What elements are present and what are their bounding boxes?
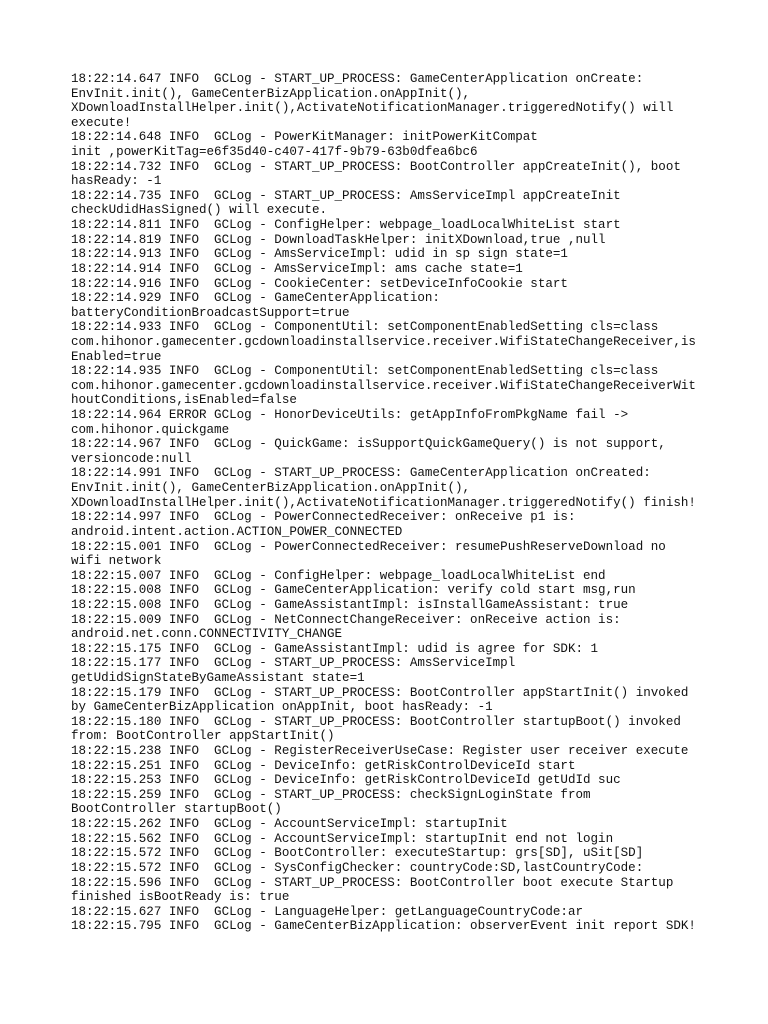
log-line: 18:22:14.964 ERROR GCLog - HonorDeviceUtils: getAppInfoFromPkgName fail -> [71,408,629,423]
log-line: 18:22:15.572 INFO GCLog - BootController: executeStartup: grs[SD], uSit[SD] [71,846,644,861]
log-line: checkUdidHasSigned() will execute. [71,203,327,218]
log-line: 18:22:14.735 INFO GCLog - START_UP_PROCESS: AmsServiceImpl appCreateInit [71,188,621,203]
log-line: 18:22:14.647 INFO GCLog - START_UP_PROCESS: GameCenterApplication onCreate: [71,72,644,86]
log-line: 18:22:15.008 INFO GCLog - GameCenterApplication: verify cold start msg,run [71,583,636,598]
log-line: 18:22:14.914 INFO GCLog - AmsServiceImpl: ams cache state=1 [71,261,523,276]
log-line: android.net.conn.CONNECTIVITY_CHANGE [71,627,343,642]
log-line: 18:22:15.562 INFO GCLog - AccountServiceImpl: startupInit end not login [71,831,614,846]
log-line: com.hihonor.gamecenter.gcdownloadinstallservice.receiver.WifiStateChangeReceiverWit [71,378,696,393]
log-line: execute! [71,115,132,130]
log-line: 18:22:15.238 INFO GCLog - RegisterReceiverUseCase: Register user receiver execute [71,744,689,759]
log-line: 18:22:14.732 INFO GCLog - START_UP_PROCESS: BootController appCreateInit(), boot [71,159,681,174]
log-line: houtConditions,isEnabled=false [71,393,297,408]
log-line: android.intent.action.ACTION_POWER_CONNECTED [71,524,403,539]
log-line: from: BootController appStartInit() [71,729,335,744]
log-line: 18:22:14.935 INFO GCLog - ComponentUtil: setComponentEnabledSetting cls=class [71,364,659,379]
log-line: 18:22:15.009 INFO GCLog - NetConnectChangeReceiver: onReceive action is: [71,612,621,627]
log-line: 18:22:15.175 INFO GCLog - GameAssistantImpl: udid is agree for SDK: 1 [71,641,599,656]
log-line: 18:22:15.259 INFO GCLog - START_UP_PROCESS: checkSignLoginState from [71,787,591,802]
log-line: init ,powerKitTag=e6f35d40-c407-417f-9b79-63b0dfea6bc6 [71,145,478,160]
log-line: 18:22:15.179 INFO GCLog - START_UP_PROCESS: BootController appStartInit() invoked [71,685,689,700]
log-line: XDownloadInstallHelper.init(),ActivateNotificationManager.triggeredNotify() will [71,101,674,116]
log-line: 18:22:15.572 INFO GCLog - SysConfigChecker: countryCode:SD,lastCountryCode: [71,860,644,875]
log-line: XDownloadInstallHelper.init(),ActivateNotificationManager.triggeredNotify() finish! [71,495,696,510]
log-line: 18:22:15.001 INFO GCLog - PowerConnectedReceiver: resumePushReserveDownload no [71,539,666,554]
log-line: 18:22:15.251 INFO GCLog - DeviceInfo: getRiskControlDeviceId start [71,758,576,773]
log-line: by GameCenterBizApplication onAppInit, boot hasReady: -1 [71,700,493,715]
log-line: EnvInit.init(), GameCenterBizApplication.onAppInit(), [71,481,471,496]
log-line: 18:22:14.991 INFO GCLog - START_UP_PROCESS: GameCenterApplication onCreated: [71,466,651,481]
log-line: 18:22:14.913 INFO GCLog - AmsServiceImpl: udid in sp sign state=1 [71,247,568,262]
log-line: 18:22:15.262 INFO GCLog - AccountServiceImpl: startupInit [71,817,508,832]
log-line: 18:22:14.933 INFO GCLog - ComponentUtil: setComponentEnabledSetting cls=class [71,320,659,335]
log-line: versioncode:null [71,451,192,466]
log-line: EnvInit.init(), GameCenterBizApplication.onAppInit(), [71,86,471,101]
log-line: 18:22:15.253 INFO GCLog - DeviceInfo: getRiskControlDeviceId getUdId suc [71,773,621,788]
log-line: 18:22:15.177 INFO GCLog - START_UP_PROCESS: AmsServiceImpl [71,656,516,671]
log-line: com.hihonor.gamecenter.gcdownloadinstallservice.receiver.WifiStateChangeReceiver,is [71,334,696,349]
log-line: getUdidSignStateByGameAssistant state=1 [71,670,365,685]
log-line: BootController startupBoot() [71,802,282,817]
log-line: 18:22:15.596 INFO GCLog - START_UP_PROCESS: BootController boot execute Startup [71,875,674,890]
log-line: com.hihonor.quickgame [71,422,230,437]
log-line: 18:22:14.997 INFO GCLog - PowerConnectedReceiver: onReceive p1 is: [71,510,576,525]
log-line: 18:22:14.916 INFO GCLog - CookieCenter: setDeviceInfoCookie start [71,276,568,291]
log-line: 18:22:15.795 INFO GCLog - GameCenterBizApplication: observerEvent init report SDK! [71,919,696,934]
log-text-block [71,72,711,934]
log-line: hasReady: -1 [71,174,162,189]
log-line: 18:22:15.008 INFO GCLog - GameAssistantImpl: isInstallGameAssistant: true [71,597,629,612]
log-line: wifi network [71,554,162,569]
log-line: finished isBootReady is: true [71,890,290,905]
log-line: 18:22:14.648 INFO GCLog - PowerKitManager: initPowerKitCompat [71,130,538,145]
log-line: Enabled=true [71,349,162,364]
log-line: 18:22:14.929 INFO GCLog - GameCenterApplication: [71,291,440,306]
log-line: 18:22:15.627 INFO GCLog - LanguageHelper: getLanguageCountryCode:ar [71,904,583,919]
log-line: 18:22:14.819 INFO GCLog - DownloadTaskHelper: initXDownload,true ,null [71,232,606,247]
log-line: batteryConditionBroadcastSupport=true [71,305,350,320]
log-line: 18:22:15.007 INFO GCLog - ConfigHelper: webpage_loadLocalWhiteList end [71,568,606,583]
log-line: 18:22:15.180 INFO GCLog - START_UP_PROCESS: BootController startupBoot() invoked [71,714,681,729]
log-line: 18:22:14.811 INFO GCLog - ConfigHelper: webpage_loadLocalWhiteList start [71,218,621,233]
log-line: 18:22:14.967 INFO GCLog - QuickGame: isSupportQuickGameQuery() is not support, [71,437,666,452]
